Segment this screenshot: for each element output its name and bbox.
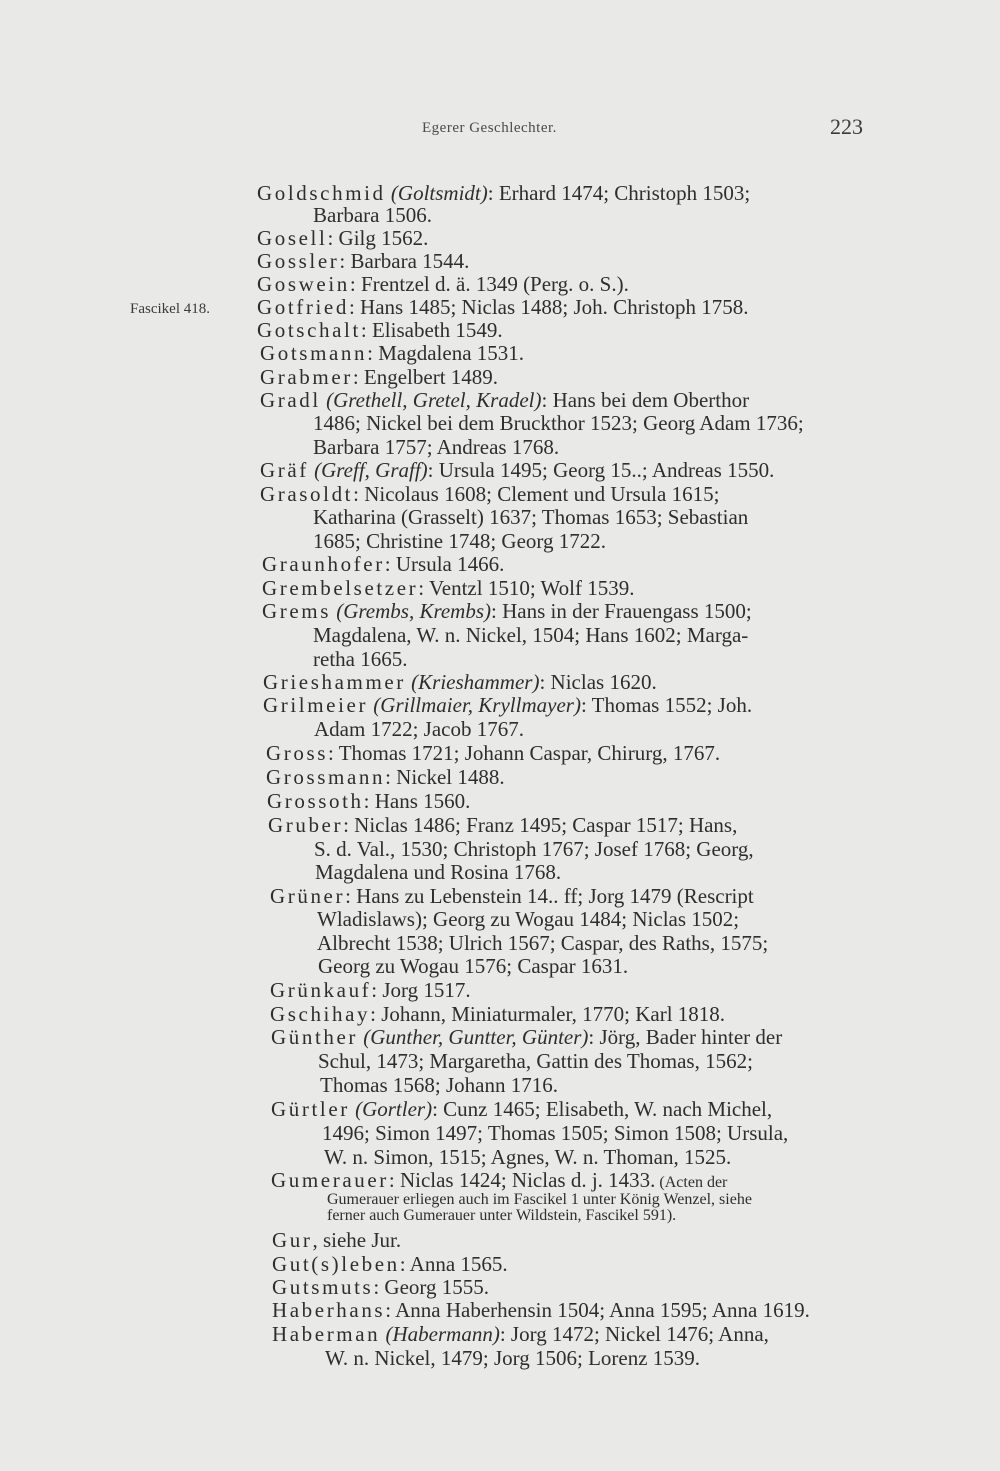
surname: Graunhofer [262,552,385,576]
entry-line [272,1323,769,1346]
surname: Grieshammer [263,670,406,694]
entry-line [270,885,754,908]
entry-text: : Frentzel d. ä. 1349 (Perg. o. S.). [349,272,629,296]
alternate-spelling: (Gortler) [349,1097,433,1121]
entry-text: Thomas 1568; Johann 1716. [320,1073,558,1097]
surname: Goswein [257,272,350,296]
entry-line [270,1003,725,1026]
entry-text: : Thomas 1721; Johann Caspar, Chirurg, 1767. [328,741,721,765]
surname: Gumerauer [271,1168,389,1192]
entry-line [260,366,498,389]
entry-text: 1496; Simon 1497; Thomas 1505; Simon 1508; Ursula, [322,1121,789,1145]
entry-line [263,694,752,717]
entry-line [262,600,752,623]
surname: Grossmann [266,765,386,789]
surname: Gotschalt [257,318,361,342]
entry-line [262,553,504,576]
entry-text: W. n. Simon, 1515; Agnes, W. n. Thoman, 1525. [324,1145,732,1169]
alternate-spelling: (Greff, Graff) [308,458,428,482]
entry-text: : Georg 1555. [373,1275,490,1299]
continuation-line [313,412,804,435]
entry-line [272,1229,401,1252]
entry-text: : Niclas 1424; Niclas d. j. 1433. [388,1168,656,1192]
surname: Grilmeier [263,693,369,717]
entry-text: : Thomas 1552; Joh. [580,693,753,717]
entry-line [262,577,635,600]
entry-line [270,979,471,1002]
continuation-line [318,1050,753,1073]
entry-text: : Jorg 1472; Nickel 1476; Anna, [499,1322,769,1346]
surname: Haberman [272,1322,381,1346]
surname: Gur [272,1228,313,1252]
entry-text: : Johann, Miniaturmaler, 1770; Karl 1818. [370,1002,726,1026]
entry-text: Albrecht 1538; Ulrich 1567; Caspar, des Raths, 1575; [317,931,769,955]
entry-line [271,1026,782,1049]
surname: Gürtler [271,1097,350,1121]
entry-line [272,1299,810,1322]
entry-text: : Engelbert 1489. [352,365,499,389]
alternate-spelling: (Grillmaier, Kryllmayer) [368,693,581,717]
entry-line [263,671,657,694]
entry-text: Magdalena und Rosina 1768. [315,860,562,884]
entry-line [257,182,750,205]
continuation-line [313,506,748,529]
entry-text: : Niclas 1486; Franz 1495; Caspar 1517; Hans, [343,813,738,837]
continuation-line [317,932,768,955]
continuation-line [315,861,561,884]
continuation-line [313,204,432,227]
entry-line [260,483,719,506]
continuation-line [313,624,748,647]
entry-line [266,766,505,789]
entry-text: : Cunz 1465; Elisabeth, W. nach Michel, [432,1097,773,1121]
surname: Grabmer [260,365,353,389]
entry-text: Schul, 1473; Margaretha, Gattin des Thomas, 1562; [318,1049,753,1073]
entry-text: : Barbara 1544. [339,249,470,273]
entry-text: Barbara 1757; Andreas 1768. [313,435,560,459]
entry-text: : Magdalena 1531. [367,341,525,365]
entry-text: Barbara 1506. [313,203,432,227]
entry-text: , siehe Jur. [312,1228,402,1252]
surname: Gotfried [257,295,349,319]
surname: Gotsmann [260,341,368,365]
entry-line [260,459,774,482]
entry-text: : Niclas 1620. [539,670,657,694]
alternate-spelling: (Grembs, Krembs) [331,599,492,623]
surname: Gradl [260,388,321,412]
margin-note: Fascikel 418. [130,301,210,317]
surname: Grossoth [267,789,364,813]
entry-line [257,296,749,319]
continuation-line [313,530,606,553]
alternate-spelling: (Gunther, Guntter, Günter) [358,1025,589,1049]
entry-text: : Ursula 1495; Georg 15..; Andreas 1550. [427,458,775,482]
surname: Grasoldt [260,482,354,506]
surname: Gschihay [270,1002,371,1026]
entry-text: : Hans in der Frauengass 1500; [491,599,752,623]
alternate-spelling: (Habermann) [380,1322,500,1346]
continuation-line [327,1202,676,1227]
continuation-line [322,1122,788,1145]
entry-line [268,814,737,837]
footnote-text: (Acten der [655,1174,728,1191]
entry-line [257,250,469,273]
entry-line [260,342,524,365]
continuation-line [317,908,739,931]
entry-line [260,389,749,412]
surname: Gruber [268,813,344,837]
surname: Grüner [270,884,346,908]
entry-line [272,1253,508,1276]
surname: Grems [262,599,331,623]
entry-line [266,742,720,765]
footnote-text: ferner auch Gumerauer unter Wildstein, Fascikel 591). [327,1207,677,1224]
continuation-line [314,838,754,861]
continuation-line [324,1146,731,1169]
entry-text: Katharina (Grasselt) 1637; Thomas 1653; Sebastian [313,505,749,529]
entry-text: : Elisabeth 1549. [360,318,503,342]
surname: Gräf [260,458,309,482]
entry-text: : Anna Haberhensin 1504; Anna 1595; Anna 1619. [385,1298,810,1322]
entry-line [272,1276,489,1299]
running-header: Egerer Geschlechter. [422,120,557,136]
continuation-line [313,648,407,671]
continuation-line [320,1074,558,1097]
entry-text: Georg zu Wogau 1576; Caspar 1631. [318,954,629,978]
alternate-spelling: (Krieshammer) [405,670,540,694]
entry-text: 1486; Nickel bei dem Bruckthor 1523; Georg Adam 1736; [313,411,804,435]
entry-text: Adam 1722; Jacob 1767. [314,717,524,741]
surname: Gutsmuts [272,1275,374,1299]
entry-line [257,319,503,342]
surname: Grünkauf [270,978,372,1002]
entry-line [257,273,629,296]
continuation-line [325,1347,700,1370]
entry-text: 1685; Christine 1748; Georg 1722. [313,529,607,553]
entry-text: : Hans zu Lebenstein 14.. ff; Jorg 1479 (Rescript [345,884,754,908]
entry-text: : Nickel 1488. [385,765,505,789]
continuation-line [314,718,524,741]
alternate-spelling: (Goltsmidt) [385,181,488,205]
surname: Haberhans [272,1298,386,1322]
entry-text: : Jörg, Bader hinter der [588,1025,783,1049]
surname: Grembelsetzer [262,576,419,600]
entry-text: : Anna 1565. [399,1252,508,1276]
surname: Gosell [257,226,328,250]
entry-text: : Hans bei dem Oberthor [541,388,750,412]
entry-text: retha 1665. [313,647,408,671]
entry-text: : Nicolaus 1608; Clement und Ursula 1615; [353,482,720,506]
entry-text: : Gilg 1562. [327,226,429,250]
entry-text: : Hans 1485; Niclas 1488; Joh. Christoph 1758. [348,295,749,319]
surname: Günther [271,1025,359,1049]
entry-text: : Jorg 1517. [371,978,471,1002]
entry-text: W. n. Nickel, 1479; Jorg 1506; Lorenz 1539. [325,1346,701,1370]
alternate-spelling: (Grethell, Gretel, Kradel) [320,388,542,412]
entry-text: : Erhard 1474; Christoph 1503; [487,181,751,205]
entry-text: Wladislaws); Georg zu Wogau 1484; Niclas 1502; [317,907,740,931]
continuation-line [318,955,628,978]
entry-line [271,1098,772,1121]
entry-text: Magdalena, W. n. Nickel, 1504; Hans 1602; Marga- [313,623,749,647]
surname: Gossler [257,249,340,273]
entry-text: : Ursula 1466. [384,552,505,576]
surname: Goldschmid [257,181,386,205]
surname: Gross [266,741,329,765]
entry-text: : Hans 1560. [363,789,471,813]
page-number: 223 [830,114,863,139]
surname: Gut(s)leben [272,1252,400,1276]
footnote-text: Gumerauer erliegen auch im Fascikel 1 unter König Wenzel, siehe [327,1191,752,1208]
entry-line [267,790,470,813]
entry-text: : Ventzl 1510; Wolf 1539. [418,576,635,600]
entry-line [257,227,428,250]
entry-text: S. d. Val., 1530; Christoph 1767; Josef 1768; Georg, [314,837,754,861]
continuation-line [313,436,559,459]
